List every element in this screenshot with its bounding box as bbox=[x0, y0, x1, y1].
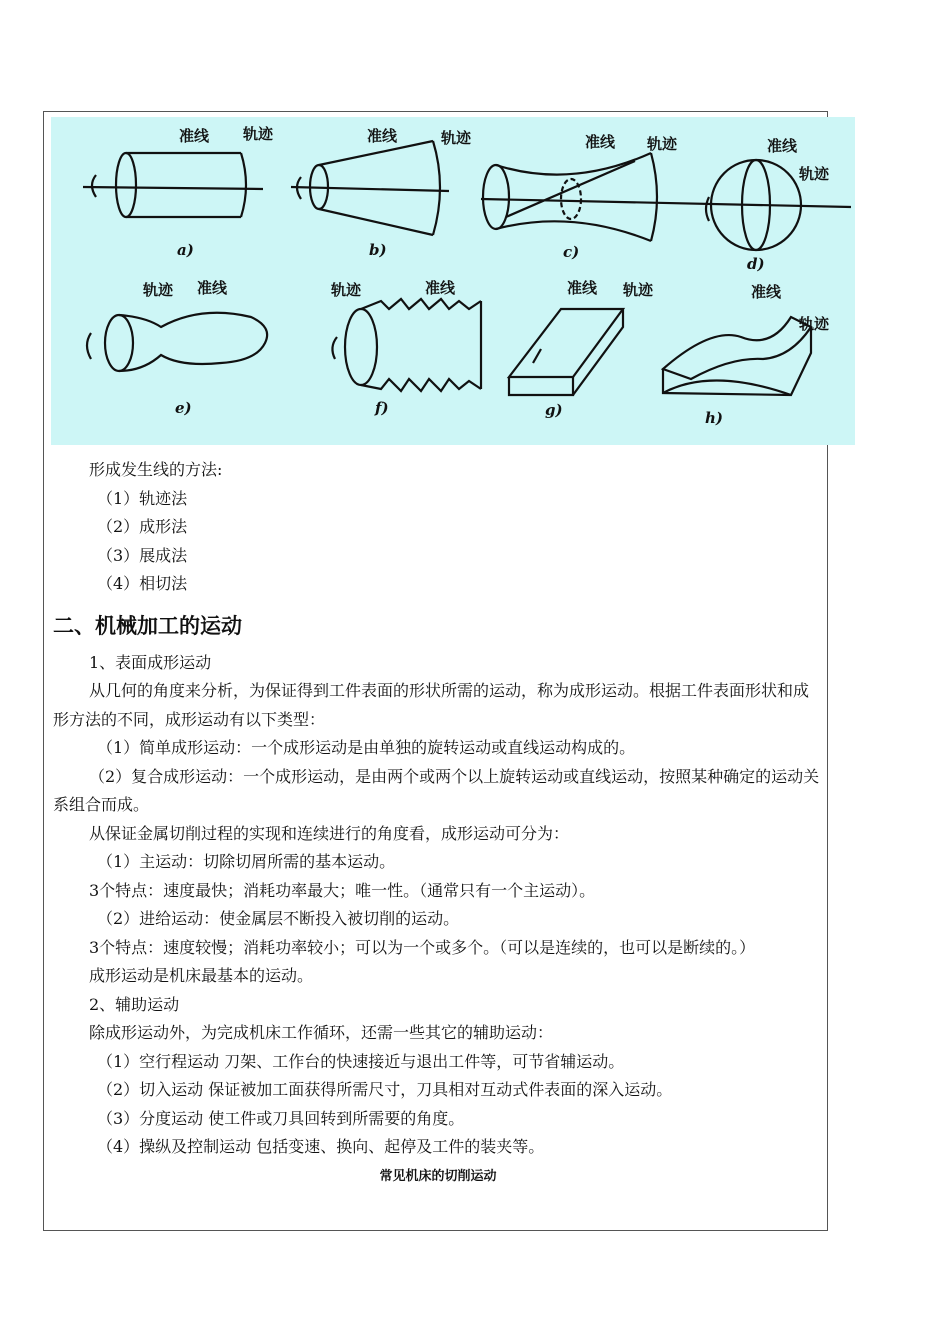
paragraph-7: （2）进给运动：使金属层不断投入被切削的运动。 bbox=[97, 909, 460, 928]
label-zhunxian-b: 准线 bbox=[367, 127, 398, 145]
table-caption: 常见机床的切削运动 bbox=[379, 1168, 497, 1184]
label-guiji-e: 轨迹 bbox=[143, 281, 174, 299]
paragraph-14: （4）操纵及控制运动 包括变速、换向、起停及工件的装夹等。 bbox=[97, 1137, 545, 1156]
generatrix-figure bbox=[51, 117, 855, 445]
label-zhunxian-f: 准线 bbox=[425, 279, 456, 297]
paragraph-1: 从几何的角度来分析，为保证得到工件表面的形状所需的运动，称为成形运动。根据工件表面形状和成形方法的不同，成形运动有以下类型： bbox=[53, 681, 810, 729]
label-guiji-a: 轨迹 bbox=[243, 125, 274, 143]
fig-a-cylinder bbox=[83, 153, 263, 217]
paragraph-8: 3个特点：速度较慢；消耗功率较小；可以为一个或多个。（可以是连续的，也可以是断续的。） bbox=[89, 937, 756, 957]
paragraph-10: 除成形运动外，为完成机床工作循环，还需一些其它的辅助运动： bbox=[89, 1023, 554, 1042]
paragraph-11: （1）空行程运动 刀架、工作台的快速接近与退出工件等，可节省辅运动。 bbox=[97, 1051, 625, 1071]
label-zhunxian-c: 准线 bbox=[585, 133, 616, 151]
caption-c: c) bbox=[563, 243, 580, 261]
label-guiji-f: 轨迹 bbox=[331, 281, 362, 299]
paragraph-5: （1）主运动：切除切屑所需的基本运动。 bbox=[97, 852, 396, 871]
label-guiji-h: 轨迹 bbox=[799, 315, 830, 333]
paragraph-2: （1）简单成形运动：一个成形运动是由单独的旋转运动或直线运动构成的。 bbox=[97, 738, 636, 757]
caption-a: a) bbox=[177, 241, 194, 259]
intro-item-3: （3）展成法 bbox=[97, 545, 188, 565]
paragraph-13: （3）分度运动 使工件或刀具回转到所需要的角度。 bbox=[97, 1108, 465, 1128]
intro-title: 形成发生线的方法: bbox=[89, 460, 223, 479]
fig-g-plane bbox=[509, 309, 623, 395]
fig-e-revolution bbox=[87, 313, 267, 371]
label-zhunxian-h: 准线 bbox=[751, 283, 782, 301]
section-heading: 二、机械加工的运动 bbox=[53, 613, 242, 638]
label-guiji-g: 轨迹 bbox=[623, 281, 654, 299]
fig-b-cone bbox=[291, 141, 449, 235]
intro-item-2: （2）成形法 bbox=[97, 517, 188, 536]
caption-b: b) bbox=[369, 241, 387, 259]
label-zhunxian-a: 准线 bbox=[179, 127, 210, 145]
label-guiji-d: 轨迹 bbox=[799, 165, 830, 183]
label-zhunxian-e: 准线 bbox=[197, 279, 228, 297]
paragraph-12: （2）切入运动 保证被加工面获得所需尺寸，刀具相对互动式件表面的深入运动。 bbox=[97, 1080, 673, 1099]
subheading-2: 2、辅助运动 bbox=[89, 994, 180, 1014]
intro-item-1: （1）轨迹法 bbox=[97, 488, 188, 508]
paragraph-9: 成形运动是机床最基本的运动。 bbox=[89, 966, 314, 985]
caption-g: g) bbox=[545, 401, 563, 419]
label-guiji-b: 轨迹 bbox=[441, 129, 472, 147]
caption-h: h) bbox=[705, 409, 724, 427]
intro-item-4: （4）相切法 bbox=[97, 574, 188, 593]
caption-f: f) bbox=[375, 399, 389, 417]
document-body bbox=[53, 456, 823, 1190]
subheading-1: 1、表面成形运动 bbox=[89, 652, 212, 672]
generatrix-diagram bbox=[51, 117, 855, 445]
paragraph-3: （2）复合成形运动：一个成形运动，是由两个或两个以上旋转运动或直线运动，按照某种确定的运动关系组合而成。 bbox=[53, 766, 820, 814]
fig-f-thread bbox=[332, 299, 481, 391]
label-zhunxian-g: 准线 bbox=[567, 279, 598, 297]
paragraph-6: 3个特点：速度最快；消耗功率最大；唯一性。（通常只有一个主运动）。 bbox=[89, 880, 596, 900]
caption-e: e) bbox=[175, 399, 192, 417]
fig-h-curved bbox=[663, 317, 811, 395]
label-zhunxian-d: 准线 bbox=[767, 137, 798, 155]
caption-d: d) bbox=[747, 255, 765, 273]
label-guiji-c: 轨迹 bbox=[647, 135, 678, 153]
paragraph-4: 从保证金属切削过程的实现和连续进行的角度看，成形运动可分为： bbox=[89, 823, 570, 843]
